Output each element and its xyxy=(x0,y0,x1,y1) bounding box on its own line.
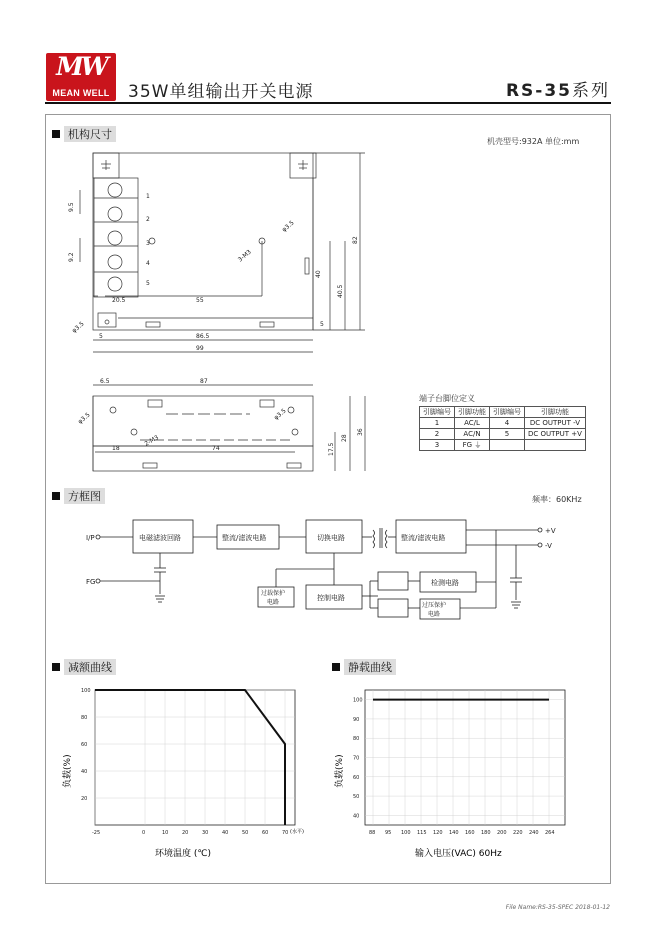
rect1-label: 整流/滤波电路 xyxy=(222,534,267,542)
derating-ylabel: 负载(%) xyxy=(63,754,73,788)
rect2-label: 整流/滤波电路 xyxy=(401,534,446,542)
derating-series-line xyxy=(95,690,285,825)
pin-header-cell: 引脚功能 xyxy=(525,407,586,418)
page-title: 35W单组输出开关电源 xyxy=(128,82,314,102)
section-title: 方框图 xyxy=(64,488,105,504)
derating-y-tick: 40 xyxy=(81,769,88,775)
derating-x-tick: 20 xyxy=(182,830,189,836)
static-x-tick: 160 xyxy=(465,830,475,836)
derating-y-tick: 20 xyxy=(81,796,88,802)
vplus-label: +V xyxy=(545,527,556,535)
ip-label: I/P xyxy=(86,534,95,542)
dim-5-left: 5 xyxy=(99,333,103,340)
derating-x-tick: 70 xyxy=(282,830,289,836)
static-x-tick: 95 xyxy=(385,830,392,836)
ovp-label-1: 过压保护 xyxy=(422,602,447,609)
derating-x-tick: 60 xyxy=(262,830,269,836)
pin-cell: 2 xyxy=(420,429,455,440)
terminal-num-4: 4 xyxy=(146,260,150,267)
switch-label: 切换电路 xyxy=(317,534,345,542)
pin-cell: 3 xyxy=(420,440,455,451)
pin-cell: AC/L xyxy=(455,418,490,429)
section-title: 减额曲线 xyxy=(64,659,116,675)
static-x-tick: 140 xyxy=(449,830,459,836)
section-title: 机构尺寸 xyxy=(64,126,116,142)
dim-2-m3: 2-M3 xyxy=(143,434,160,448)
dim-40: 40 xyxy=(315,270,322,278)
derating-x-tick: 40 xyxy=(222,830,229,836)
terminal-num-5: 5 xyxy=(146,280,150,287)
static-x-tick: 120 xyxy=(433,830,443,836)
static-x-tick: 180 xyxy=(481,830,491,836)
static-x-tick: 100 xyxy=(401,830,411,836)
static-xlabel: 输入电压(VAC) 60Hz xyxy=(415,849,502,859)
transformer-coil-2 xyxy=(386,530,388,548)
dim-9-2: 9.2 xyxy=(68,252,75,262)
dim-86-5: 86.5 xyxy=(196,333,210,340)
vminus-label: -V xyxy=(545,542,552,550)
dim-3-m3: 3-M3 xyxy=(236,248,253,264)
emi-label: 电磁滤波回路 xyxy=(139,534,181,542)
control-label: 控制电路 xyxy=(317,594,345,602)
optocoupler-1 xyxy=(378,572,408,590)
bullet-square xyxy=(332,663,340,671)
section-title: 静载曲线 xyxy=(344,659,396,675)
derating-y-tick: 80 xyxy=(81,715,88,721)
dim-9-5: 9.5 xyxy=(68,202,75,212)
static-y-tick: 100 xyxy=(353,697,363,704)
static-chart xyxy=(320,680,600,870)
dim-20-5: 20.5 xyxy=(112,297,126,304)
transformer-coil-1 xyxy=(373,530,375,548)
dim-40-5: 40.5 xyxy=(337,284,344,298)
static-x-tick: 220 xyxy=(513,830,523,836)
logo-mark: MW xyxy=(56,52,106,81)
frequency-note: 频率：60KHz xyxy=(532,495,582,504)
pin-cell: 1 xyxy=(420,418,455,429)
footer-file-name: File Name:RS-35-SPEC 2018-01-12 xyxy=(505,904,610,911)
dim-phi-left: φ3.5 xyxy=(70,320,86,335)
static-y-tick: 50 xyxy=(353,794,360,801)
dim-28: 28 xyxy=(341,434,348,442)
dim-6-5: 6.5 xyxy=(100,378,110,385)
terminal-num-3: 3 xyxy=(146,240,150,247)
dim-phi-side-left: φ3.5 xyxy=(76,411,92,426)
dim-36: 36 xyxy=(357,428,364,436)
detect-label: 检测电路 xyxy=(431,579,459,587)
dim-87: 87 xyxy=(200,378,208,385)
dim-55: 55 xyxy=(196,297,204,304)
dim-18: 18 xyxy=(112,445,120,452)
pin-header-cell: 引脚编号 xyxy=(420,407,455,418)
derating-x-tick: -25 xyxy=(92,830,101,836)
derating-x-tick: 30 xyxy=(202,830,209,836)
static-x-tick: 115 xyxy=(417,830,427,836)
derating-x-tick: 10 xyxy=(162,830,169,836)
static-y-tick: 40 xyxy=(353,813,360,820)
olp-label-2: 电路 xyxy=(267,599,280,606)
dim-99: 99 xyxy=(196,345,204,352)
static-y-tick: 90 xyxy=(353,716,360,723)
dim-phi-top: φ3.5 xyxy=(280,219,296,234)
section-static xyxy=(332,659,396,675)
pin-cell: 4 xyxy=(490,418,525,429)
derating-x-tick: 0 xyxy=(142,830,146,836)
derating-y-tick: 60 xyxy=(81,742,88,748)
static-y-tick: 70 xyxy=(353,755,360,762)
static-x-tick: 88 xyxy=(369,830,376,836)
dim-17-5: 17.5 xyxy=(328,442,335,456)
pin-cell: 5 xyxy=(490,429,525,440)
fg-label: FG xyxy=(86,578,96,586)
static-ylabel: 负载(%) xyxy=(335,754,345,788)
static-x-tick: 200 xyxy=(497,830,507,836)
dim-5-right: 5 xyxy=(320,321,324,328)
static-y-tick: 80 xyxy=(353,736,360,743)
pin-header-cell: 引脚编号 xyxy=(490,407,525,418)
static-y-tick: 60 xyxy=(353,774,360,781)
series-model: RS-35 xyxy=(505,81,572,101)
derating-xlabel: 环境温度 (℃) xyxy=(155,849,211,859)
series-suffix: 系列 xyxy=(572,81,610,101)
derating-y-tick: 100 xyxy=(81,688,91,694)
optocoupler-2 xyxy=(378,599,408,617)
derating-x-tick: 50 xyxy=(242,830,249,836)
pin-header-cell: 引脚功能 xyxy=(455,407,490,418)
olp-label-1: 过载保护 xyxy=(261,590,286,597)
ovp-label-2: 电路 xyxy=(428,611,441,618)
derating-x-unit: (水平) xyxy=(290,829,304,835)
pin-cell: DC OUTPUT +V xyxy=(525,429,586,440)
pin-cell: FG ⏚ xyxy=(455,440,490,451)
section-derating xyxy=(52,659,116,675)
terminal-num-1: 1 xyxy=(146,193,150,200)
static-x-tick: 264 xyxy=(545,830,555,836)
case-note: 机壳型号:932A 单位:mm xyxy=(487,137,580,146)
pin-cell: AC/N xyxy=(455,429,490,440)
logo-text: MEAN WELL xyxy=(52,88,110,98)
dim-74: 74 xyxy=(212,445,220,452)
pin-table-caption: 端子台脚位定义 xyxy=(419,394,475,403)
pin-cell: DC OUTPUT -V xyxy=(525,418,586,429)
static-x-tick: 240 xyxy=(529,830,539,836)
bullet-square xyxy=(52,663,60,671)
derating-chart xyxy=(40,680,320,870)
dim-phi-side-right: φ3.5 xyxy=(272,407,288,422)
terminal-num-2: 2 xyxy=(146,216,150,223)
dim-82: 82 xyxy=(352,236,359,244)
